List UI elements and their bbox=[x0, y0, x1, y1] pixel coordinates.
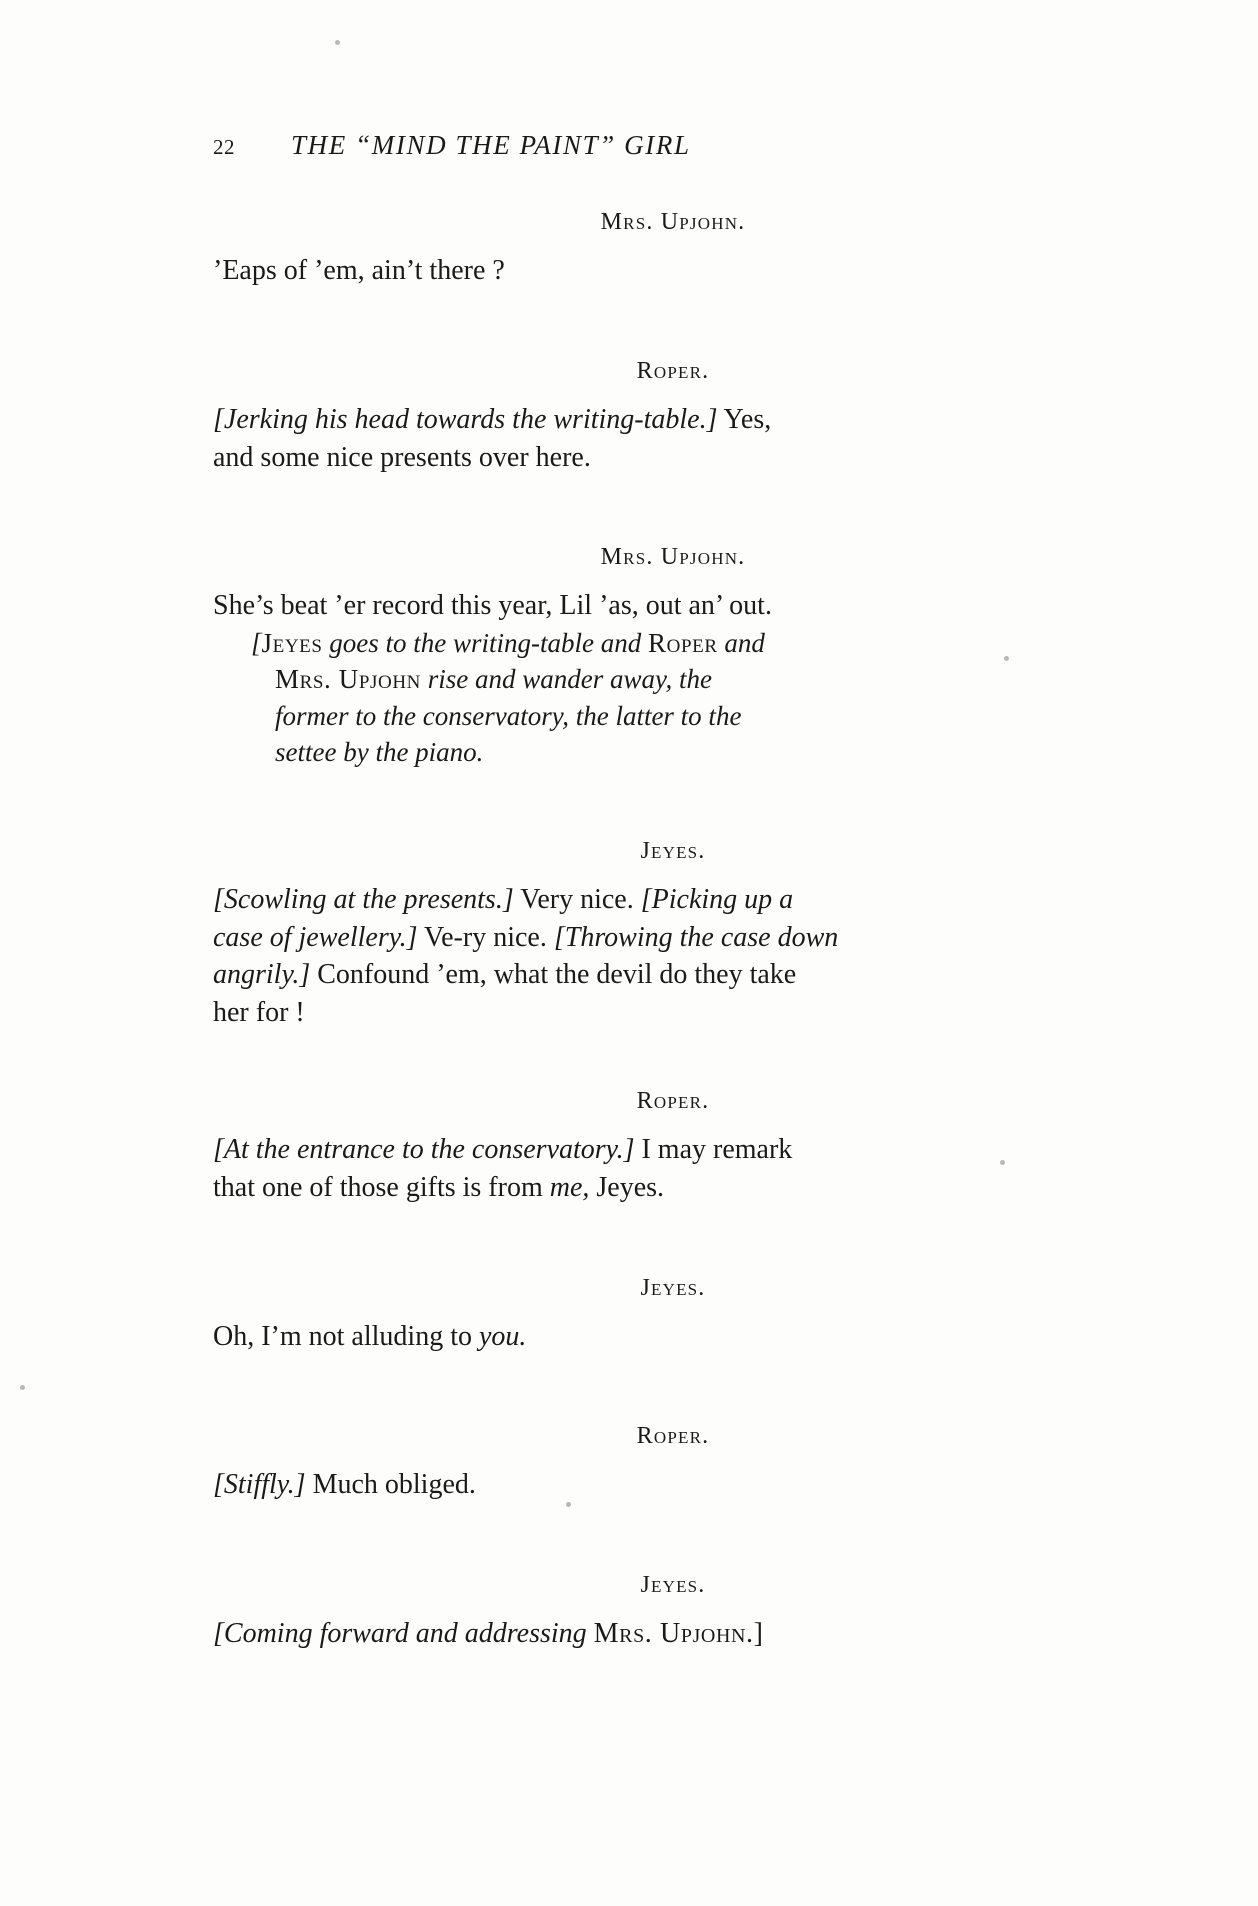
speaker-name: Roper. bbox=[636, 357, 710, 384]
speech-line: Oh, I’m not alluding to bbox=[213, 1320, 472, 1352]
speech-line: Yes, bbox=[723, 403, 772, 435]
speech-block bbox=[213, 1572, 1133, 1653]
speech-block bbox=[213, 544, 1133, 769]
speech-block bbox=[213, 358, 1133, 477]
speech-line: ’Eaps of ’em, ain’t there ? bbox=[213, 255, 505, 286]
speech-block bbox=[213, 1423, 1133, 1504]
bracket-open: [ bbox=[251, 628, 262, 659]
stage-direction: [At the entrance to the conservatory.] bbox=[213, 1134, 635, 1166]
speech-text bbox=[213, 401, 1133, 477]
page-number: 22 bbox=[213, 135, 235, 159]
speaker-name: Jeyes. bbox=[640, 1572, 706, 1599]
speech-line: that one of those gifts is from bbox=[213, 1171, 543, 1203]
speaker-name: Mrs. Upjohn. bbox=[600, 544, 746, 571]
stage-text: former to the conservatory, the latter to the bbox=[275, 700, 742, 731]
speech-line: I may remark bbox=[641, 1134, 793, 1166]
speech-line: Jeyes. bbox=[596, 1171, 665, 1203]
emphasis: you. bbox=[478, 1320, 527, 1352]
stage-direction: [Scowling at the presents.] bbox=[213, 883, 514, 915]
speaker-name: Roper. bbox=[636, 1088, 710, 1115]
speech-text bbox=[213, 587, 1133, 769]
bracket-close: ] bbox=[753, 1618, 763, 1650]
page-content bbox=[213, 130, 1133, 1673]
speech-block bbox=[213, 209, 1133, 290]
speech-block bbox=[213, 838, 1133, 1032]
stage-direction-block bbox=[213, 625, 1133, 770]
running-head bbox=[213, 130, 1133, 161]
scan-speck bbox=[335, 40, 340, 45]
speech-text bbox=[213, 252, 1133, 290]
speaker-name: Jeyes. bbox=[640, 837, 706, 864]
scan-speck bbox=[20, 1385, 25, 1390]
stage-direction: case of jewellery.] bbox=[213, 921, 418, 953]
emphasis: me, bbox=[549, 1171, 590, 1203]
stage-text: rise and wander away, the bbox=[427, 664, 712, 695]
speech-line: her for ! bbox=[213, 997, 305, 1029]
stage-direction: [Throwing the case down bbox=[553, 921, 839, 953]
stage-direction: [Picking up a bbox=[640, 883, 794, 915]
speech-line: and some nice presents over here. bbox=[213, 441, 591, 473]
stage-text: settee by the piano. bbox=[275, 736, 484, 767]
character-name: Mrs. Upjohn. bbox=[593, 1618, 754, 1650]
speech-line: Very nice. bbox=[520, 883, 634, 915]
speech-line: Confound ’em, what the devil do they take bbox=[317, 959, 797, 991]
stage-text: and bbox=[724, 628, 765, 659]
speech-text bbox=[213, 881, 1133, 1032]
speech-line: Much obliged. bbox=[312, 1469, 476, 1501]
speech-text bbox=[213, 1318, 1133, 1356]
speech-block bbox=[213, 1275, 1133, 1356]
speech-line: Ve-ry nice. bbox=[424, 921, 547, 953]
speaker-name: Roper. bbox=[636, 1423, 710, 1450]
speech-text bbox=[213, 1615, 1133, 1653]
speaker-name: Jeyes. bbox=[640, 1274, 706, 1301]
speech-text bbox=[213, 1466, 1133, 1504]
speech-text bbox=[213, 1131, 1133, 1207]
stage-direction: angrily.] bbox=[213, 959, 311, 991]
character-name: Mrs. Upjohn bbox=[275, 664, 421, 695]
running-title: THE “MIND THE PAINT” GIRL bbox=[291, 130, 691, 160]
speech-line: She’s beat ’er record this year, Lil ’as, out an’ out. bbox=[213, 590, 772, 622]
character-name: Roper bbox=[648, 628, 718, 659]
character-name: Jeyes bbox=[261, 628, 323, 659]
stage-direction: [Stiffly.] bbox=[213, 1469, 306, 1501]
stage-direction: [Coming forward and addressing bbox=[213, 1618, 587, 1650]
stage-text: goes to the writing-table and bbox=[329, 628, 642, 659]
speaker-name: Mrs. Upjohn. bbox=[600, 209, 746, 235]
stage-direction: [Jerking his head towards the writing-table.] bbox=[213, 403, 718, 435]
speech-block bbox=[213, 1088, 1133, 1207]
